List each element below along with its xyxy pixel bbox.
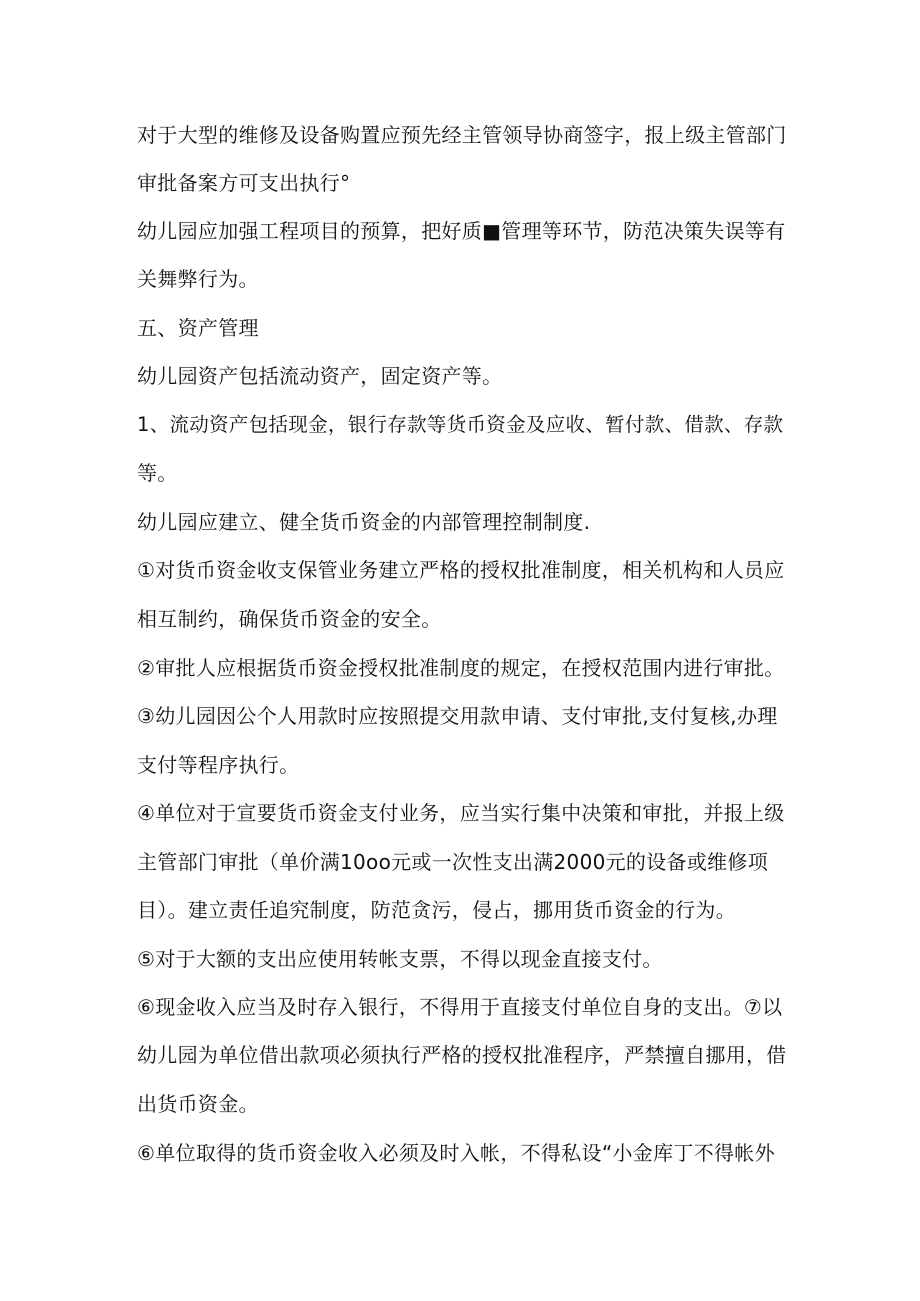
text-line: ⑥单位取得的货币资金收入必须及时入帐，不得私设“小金库丁不得帐外 [137,1141,775,1165]
text-line: ④单位对于宣要货币资金支付业务，应当实行集中决策和审批，并报上级 [137,801,785,825]
text-line: 支付等程序执行。 [137,753,300,777]
text-line: 目）。建立责任追究制度，防范贪污，侵占，挪用货币资金的行为。 [137,898,736,922]
text-line: 幼儿园应建立、健全货币资金的内部管理控制制度. [137,510,591,534]
text-line: 关舞弊行为。 [137,267,259,291]
text-line: ①对货币资金收支保管业务建立严格的授权批准制度，相关机构和人员应 [137,558,785,582]
text-line: 幼儿园资产包括流动资产，固定资产等。 [137,364,503,388]
text-line: 对于大型的维修及设备购置应预先经主管领导协商签字，报上级主管部门 [137,123,787,147]
text-line: 等。 [137,461,178,485]
text-line: 审批备案方可支出执行° [137,171,351,195]
text-line: ⑥现金收入应当及时存入银行，不得用于直接支付单位自身的支出。⑦以 [137,995,783,1019]
text-line: 幼儿园为单位借出款项必须执行严格的授权批准程序，严禁擅自挪用，借 [137,1043,787,1067]
section-heading: 五、资产管理 [137,316,259,340]
text-line: ②审批人应根据货币资金授权批准制度的规定，在授权范围内进行审批。 [137,656,785,680]
text-line: 主管部门审批（单价满10oo元或一次性支出满2000元的设备或维修项 [137,850,769,874]
text-line: 幼儿园应加强工程项目的预算，把好质■管理等环节，防范决策失误等有 [137,219,786,243]
text-line: 1、流动资产包括现金，银行存款等货币资金及应收、暂付款、借款、存款 [137,413,784,436]
text-line: 出货币资金。 [137,1092,259,1116]
text-line: ③幼儿园因公个人用款时应按照提交用款申请、支付审批,支付复核,办理 [137,704,778,728]
text-line: 相互制约，确保货币资金的安全。 [137,607,442,631]
text-line: ⑤对于大额的支出应使用转帐支票，不得以现金直接支付。 [137,947,663,971]
